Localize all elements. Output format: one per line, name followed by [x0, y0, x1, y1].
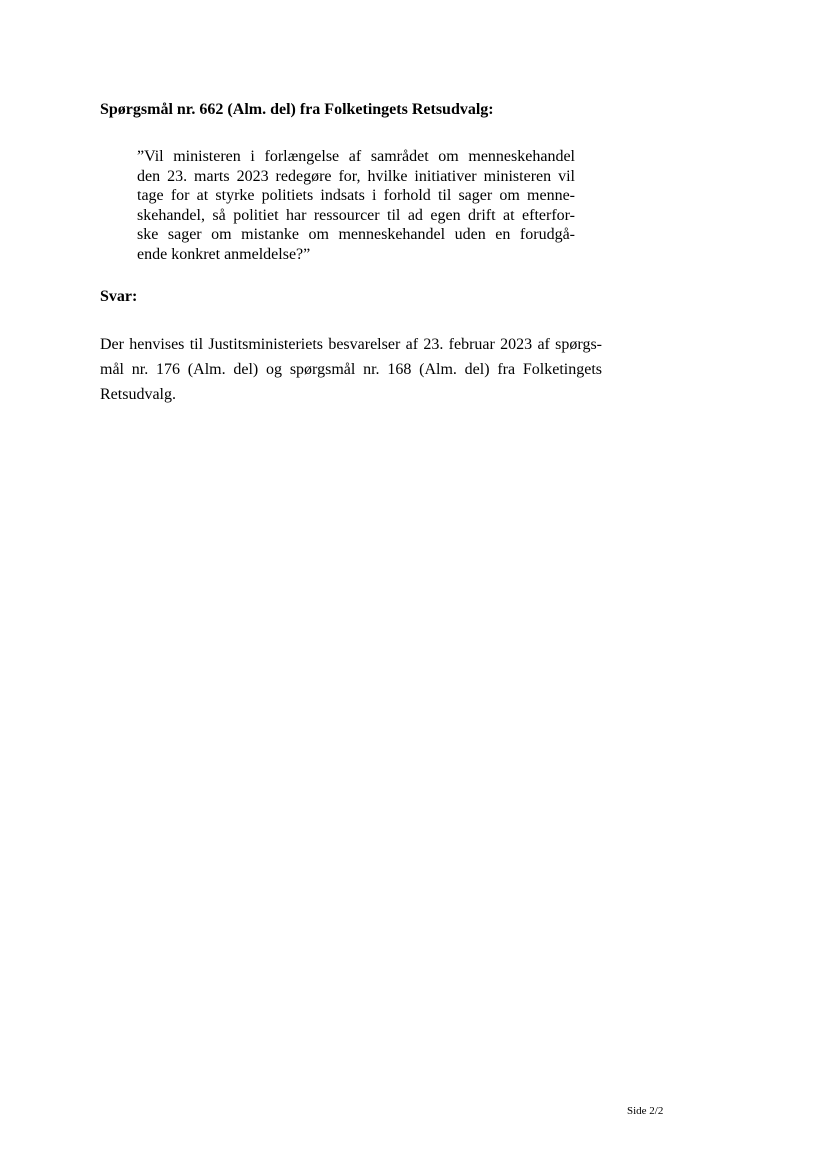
answer-line: Retsudvalg.	[100, 386, 176, 403]
question-line: tage for at styrke politiets indsats i forhold til sager om menne-	[137, 187, 575, 205]
answer-paragraph	[100, 332, 602, 407]
answer-heading: Svar:	[100, 288, 138, 305]
page-number: Side 2/2	[627, 1105, 664, 1117]
question-quote	[137, 147, 575, 265]
question-line: den 23. marts 2023 redegøre for, hvilke initiativer ministeren vil	[137, 167, 575, 185]
question-heading: Spørgsmål nr. 662 (Alm. del) fra Folketingets Retsudvalg:	[100, 101, 494, 118]
question-line: ske sager om mistanke om menneskehandel uden en forudgå-	[137, 226, 575, 244]
question-line: ende konkret anmeldelse?”	[137, 245, 311, 263]
answer-line: mål nr. 176 (Alm. del) og spørgsmål nr. 168 (Alm. del) fra Folketingets	[100, 361, 602, 378]
answer-line: Der henvises til Justitsministeriets besvarelser af 23. februar 2023 af spørgs-	[100, 336, 602, 353]
question-line: skehandel, så politiet har ressourcer til ad egen drift at efterfor-	[137, 206, 575, 224]
question-line: ”Vil ministeren i forlængelse af samrådet om menneskehandel	[137, 148, 575, 165]
